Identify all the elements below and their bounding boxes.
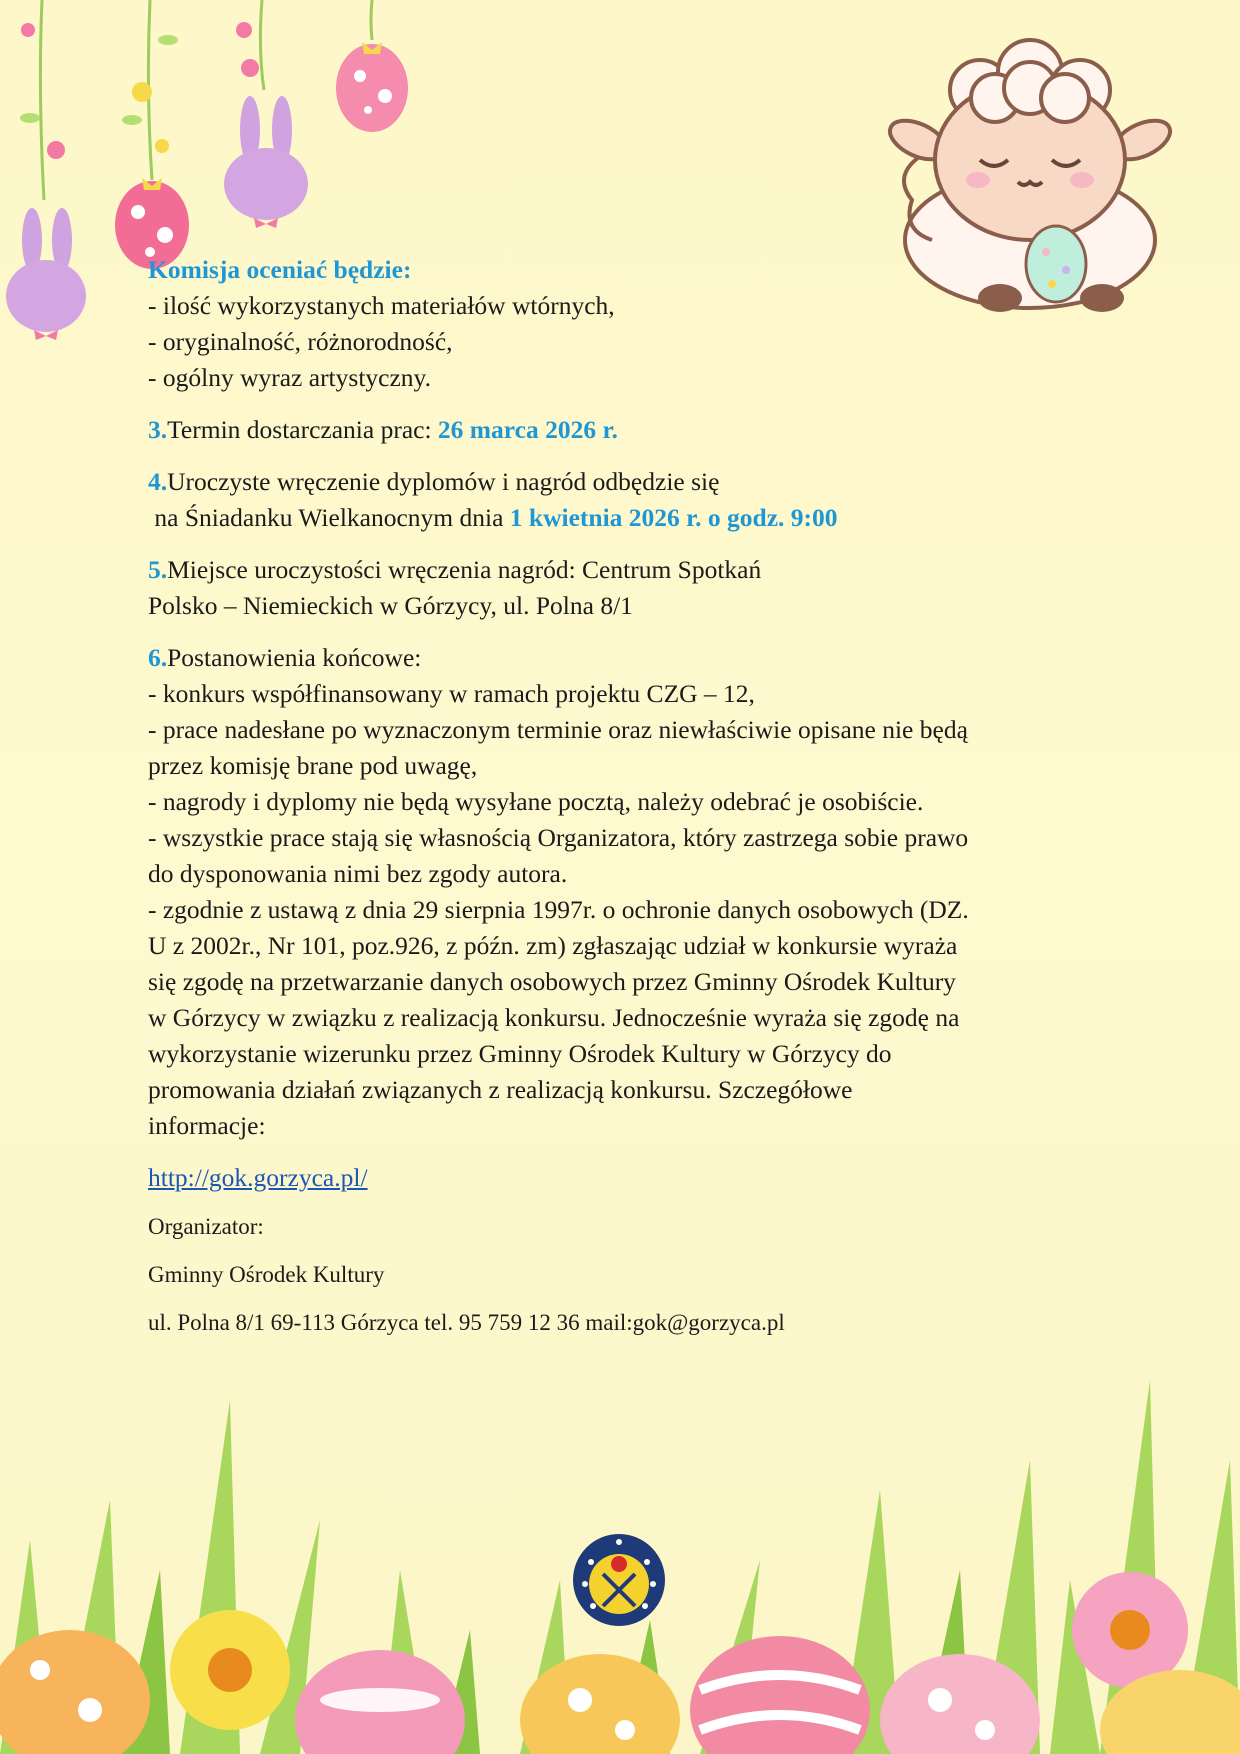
ceremony-text: na Śniadanku Wielkanocnym dnia <box>148 503 510 532</box>
criteria-section <box>148 252 1098 396</box>
ceremony-section <box>148 464 1098 536</box>
venue-section <box>148 552 1098 624</box>
website-section <box>148 1160 1098 1196</box>
easter-egg-icon <box>336 42 408 132</box>
easter-egg-icon <box>295 1650 465 1754</box>
provision-line: - konkurs współfinansowany w ramach projektu CZG – 12, <box>148 679 755 708</box>
provision-line: wykorzystanie wizerunku przez Gminny Ośrodek Kultury w Górzycy do <box>148 1039 892 1068</box>
organizer-logo <box>571 1532 667 1628</box>
provision-line: do dysponowania nimi bez zgody autora. <box>148 859 568 888</box>
website-link[interactable]: http://gok.gorzyca.pl/ <box>148 1163 368 1192</box>
easter-egg-icon <box>690 1636 870 1754</box>
section-number: 5. <box>148 555 168 584</box>
provision-line: - wszystkie prace stają się własnością Organizatora, który zastrzega sobie prawo <box>148 823 969 852</box>
bunny-icon <box>6 208 86 340</box>
provision-line: w Górzycy w związku z realizacją konkursu. Jednocześnie wyraża się zgodę na <box>148 1003 960 1032</box>
organizer-name: Gminny Ośrodek Kultury <box>148 1262 385 1287</box>
criteria-item: - oryginalność, różnorodność, <box>148 327 453 356</box>
section-number: 3. <box>148 415 168 444</box>
provision-line: przez komisję brane pod uwagę, <box>148 751 478 780</box>
provision-line: informacje: <box>148 1111 266 1140</box>
section-number: 4. <box>148 467 168 496</box>
deadline-section <box>148 412 1098 448</box>
section-number: 6. <box>148 643 168 672</box>
provision-line: - prace nadesłane po wyznaczonym terminie oraz niewłaściwie opisane nie będą <box>148 715 968 744</box>
criteria-item: - ogólny wyraz artystyczny. <box>148 363 432 392</box>
provision-line: U z 2002r., Nr 101, poz.926, z późn. zm) zgłaszając udział w konkursie wyraża <box>148 931 958 960</box>
flower-icon <box>170 1610 290 1730</box>
provision-line: - nagrody i dyplomy nie będą wysyłane pocztą, należy odebrać je osobiście. <box>148 787 924 816</box>
final-provisions-section <box>148 640 1098 1144</box>
organizer-label: Organizator: <box>148 1214 264 1239</box>
provision-line: się zgodę na przetwarzanie danych osobowych przez Gminny Ośrodek Kultury <box>148 967 956 996</box>
criteria-item: - ilość wykorzystanych materiałów wtórnych, <box>148 291 615 320</box>
venue-text: Polsko – Niemieckich w Górzycy, ul. Polna 8/1 <box>148 591 633 620</box>
ceremony-date: 1 kwietnia 2026 r. o godz. 9:00 <box>509 503 838 532</box>
provision-line: promowania działań związanych z realizacją konkursu. Szczegółowe <box>148 1075 853 1104</box>
easter-egg-icon <box>0 1630 150 1754</box>
final-provisions-title: Postanowienia końcowe: <box>167 643 422 672</box>
ceremony-text: Uroczyste wręczenie dyplomów i nagród odbędzie się <box>167 467 720 496</box>
venue-text: Miejsce uroczystości wręczenia nagród: Centrum Spotkań <box>167 555 762 584</box>
bunny-icon <box>224 96 308 228</box>
regulations-content <box>148 252 1098 1356</box>
deadline-text: Termin dostarczania prac: <box>167 415 438 444</box>
organizer-contact: ul. Polna 8/1 69-113 Górzyca tel. 95 759 12 36 mail:gok@gorzyca.pl <box>148 1310 785 1335</box>
criteria-heading: Komisja oceniać będzie: <box>148 255 412 284</box>
provision-line: - zgodnie z ustawą z dnia 29 sierpnia 1997r. o ochronie danych osobowych (DZ. <box>148 895 969 924</box>
deadline-date: 26 marca 2026 r. <box>437 415 618 444</box>
